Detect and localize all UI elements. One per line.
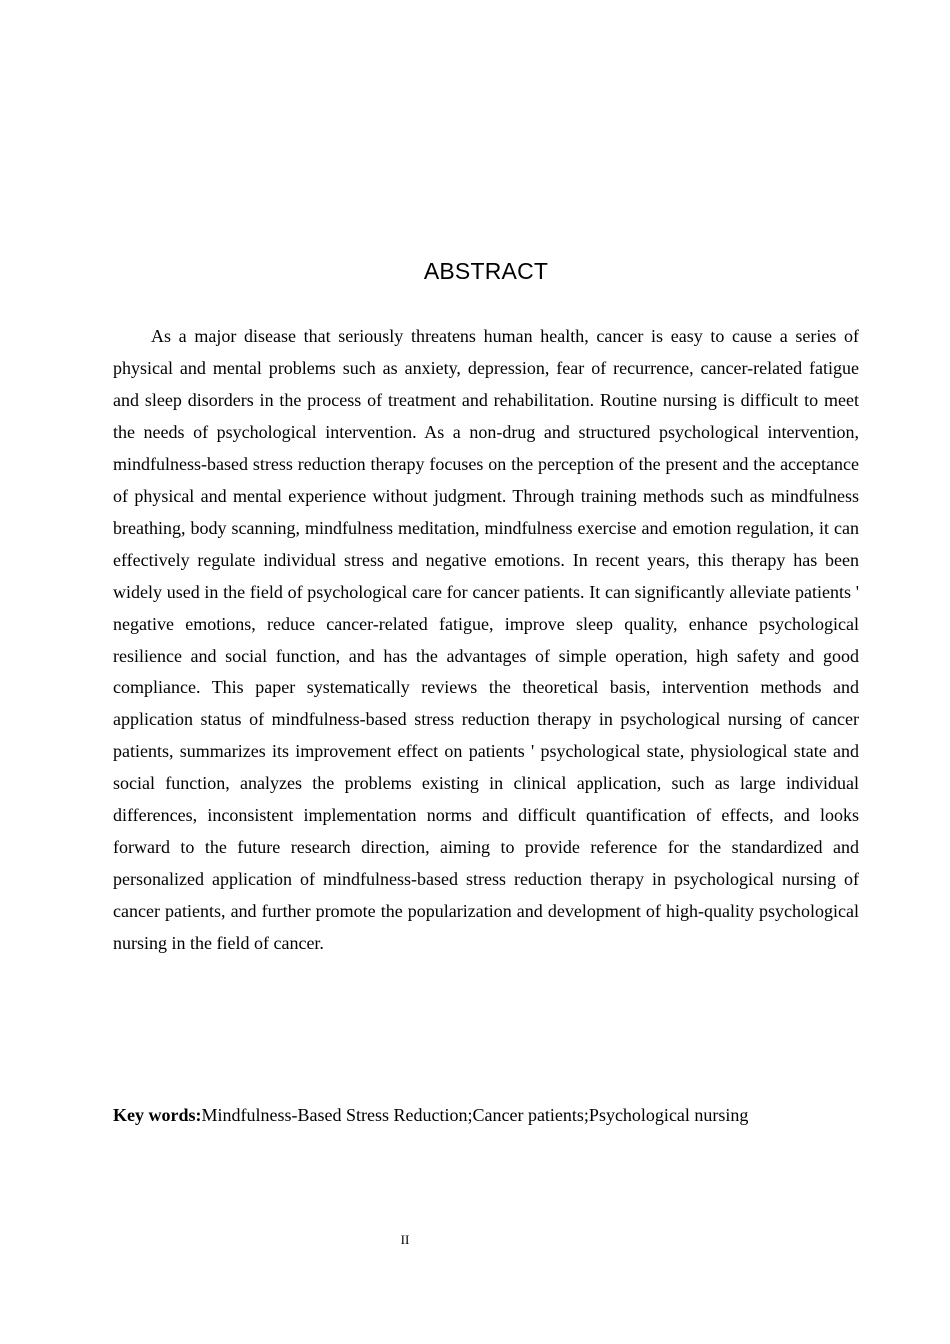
- abstract-paragraph: As a major disease that seriously threatens human health, cancer is easy to cause a series of physical and mental problems such as anxiety, depression, fear of recurrence, cancer-related fatigue and sleep disorders in the process of treatment and rehabilitation. Routine nursing is difficult to meet the needs of psychological intervention. As a non-drug and structured psychological intervention, mindfulness-based stress reduction therapy focuses on the perception of the present and the acceptance of physical and mental experience without judgment. Through training methods such as mindfulness breathing, body scanning, mindfulness meditation, mindfulness exercise and emotion regulation, it can effectively regulate individual stress and negative emotions. In recent years, this therapy has been widely used in the field of psychological care for cancer patients. It can significantly alleviate patients ' negative emotions, reduce cancer-related fatigue, improve sleep quality, enhance psychological resilience and social function, and has the advantages of simple operation, high safety and good compliance. This paper systematically reviews the theoretical basis, intervention methods and application status of mindfulness-based stress reduction therapy in psychological nursing of cancer patients, summarizes its improvement effect on patients ' psychological state, physiological state and social function, analyzes the problems existing in clinical application, such as large individual differences, inconsistent implementation norms and difficult quantification of effects, and looks forward to the future research direction, aiming to provide reference for the standardized and personalized application of mindfulness-based stress reduction therapy in psychological nursing of cancer patients, and further promote the popularization and development of high-quality psychological nursing in the field of cancer.: [113, 326, 859, 954]
- page-title: ABSTRACT: [423, 258, 549, 284]
- keywords-label: Key words:: [113, 1105, 202, 1125]
- keywords-line: [113, 1100, 873, 1130]
- keywords-text: Mindfulness-Based Stress Reduction;Cancer patients;Psychological nursing: [201, 1105, 749, 1125]
- page-number: II: [400, 1232, 410, 1247]
